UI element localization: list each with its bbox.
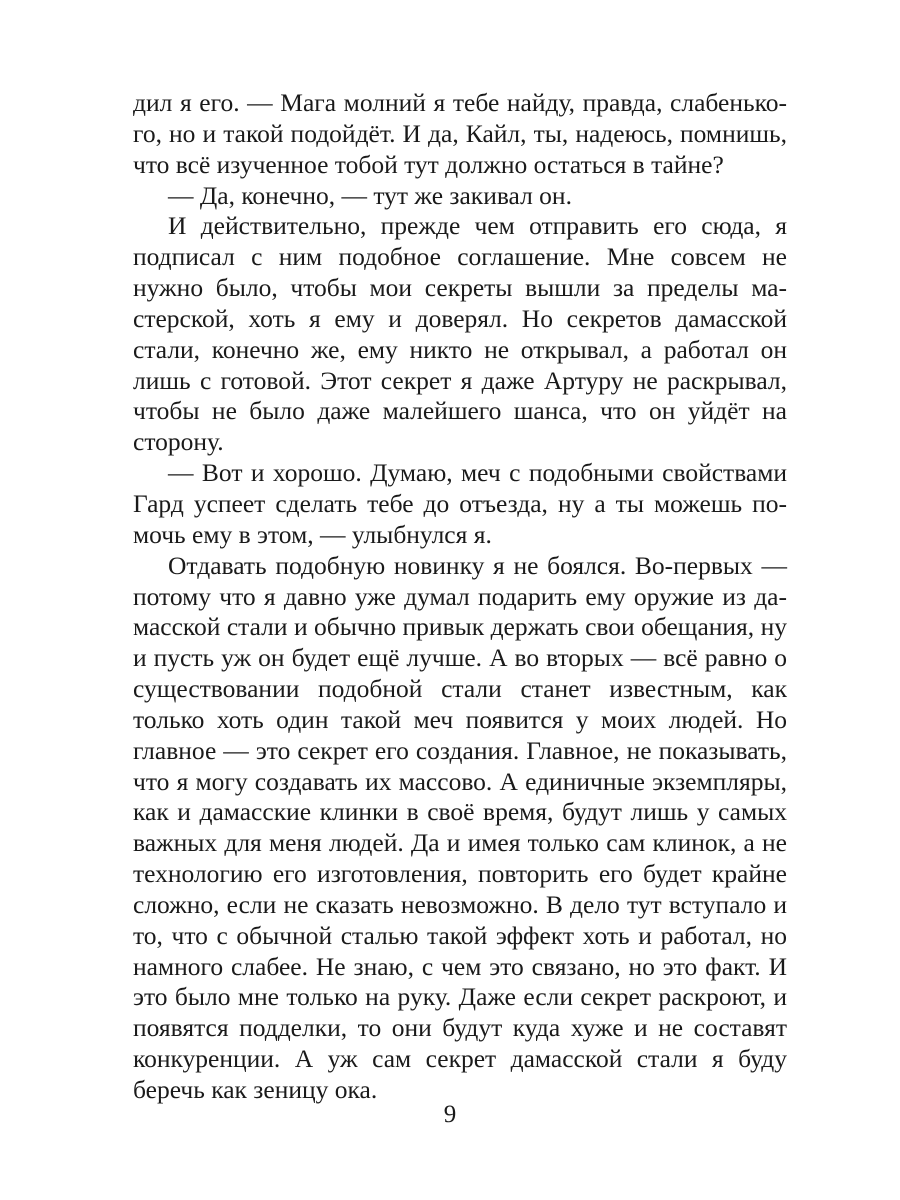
paragraph-dialogue-reply: — Да, конечно, — тут же закивал он. [168,180,572,210]
paragraph-dialogue-sword: — Вот и хорошо. Думаю, меч с подобными свойствами Гард успеет сделать тебе до отъезда, ну а ты можешь помочь ему в этом, — улыбнулся я. [133,458,787,549]
page-number: 9 [443,1101,457,1128]
body-text [133,88,787,1106]
paragraph-continuation: дил я его. — Мага молний я тебе найду, правда, слабенького, но и такой подойдёт. И да, Кайл, ты, надеюсь, помнишь, что всё изученное тобой тут должно остаться в тайне? [133,88,787,179]
paragraph-agreement: И действительно, прежде чем отправить его сюда, я подписал с ним подобное соглашение. Мне совсем не нужно было, чтобы мои секреты вышли за пределы мастерской, хоть я ему и доверял. Но секретов дамасской стали, конечно же, ему никто не открывал, а работал он лишь с готовой. Этот секрет я даже Артуру не раскрывал, чтобы не было даже малейшего шанса, что он уйдёт на сторону. [133,211,787,457]
paragraph-reasoning: Отдавать подобную новинку я не боялся. Во-первых — потому что я давно уже думал подарить ему оружие из дамасской стали и обычно привык держать свои обещания, ну и пусть уж он будет ещё лучше. А во вторых — всё равно о существовании подобной стали станет известным, как только хоть один такой меч появится у моих людей. Но главное — это секрет его создания. Главное, не показывать, что я могу создавать их массово. А единичные экземпляры, как и дамасские клинки в своё время, будут лишь у самых важных для меня людей. Да и имея только сам клинок, а не технологию его изготовления, повторить его будет крайне сложно, если не сказать невозможно. В дело тут вступало и то, что с обычной сталью такой эффект хоть и работал, но намного слабее. Не знаю, с чем это связано, но это факт. И это было мне только на руку. Даже если секрет раскроют, и появятся подделки, то они будут куда хуже и не составят конкуренции. А уж сам секрет дамасской стали я буду беречь как зеницу ока. [133,550,787,1104]
